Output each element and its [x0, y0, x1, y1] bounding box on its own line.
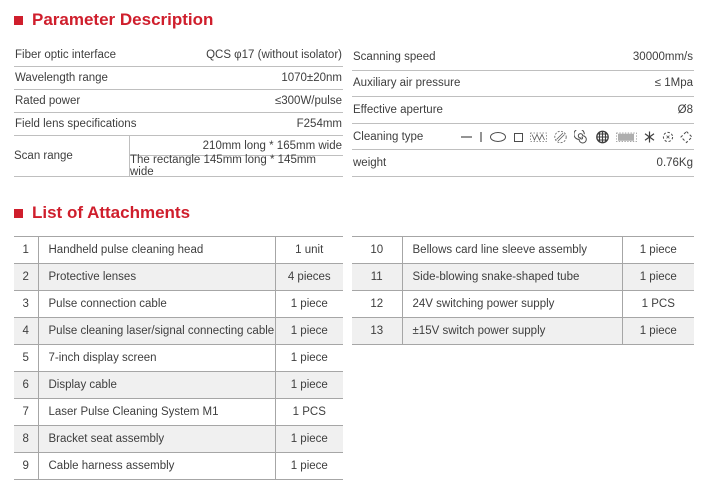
param-value: 1070±20nm: [281, 72, 342, 84]
item-name: Protective lenses: [38, 264, 275, 291]
item-qty: 1 piece: [275, 453, 343, 480]
item-qty: 1 PCS: [622, 291, 694, 318]
parameter-table-right: [352, 44, 694, 177]
param-label: Fiber optic interface: [15, 49, 116, 61]
param-value: QCS φ17 (without isolator): [206, 49, 342, 61]
attachment-row: [14, 399, 343, 426]
item-name: 7-inch display screen: [38, 345, 275, 372]
attachment-row: [352, 237, 694, 264]
row-number: 6: [14, 372, 38, 399]
param-label: Auxiliary air pressure: [353, 77, 461, 90]
param-row: [14, 44, 343, 67]
scan-range-value: 210mm long * 165mm wide: [130, 136, 343, 156]
param-label: Cleaning type: [353, 130, 424, 143]
row-number: 12: [352, 291, 402, 318]
param-value: F254mm: [296, 118, 342, 130]
param-label: Scanning speed: [353, 50, 436, 63]
param-value: ≤300W/pulse: [274, 95, 342, 107]
item-name: Cable harness assembly: [38, 453, 275, 480]
scan-range-row: [14, 136, 343, 177]
item-qty: 1 unit: [275, 237, 343, 264]
param-row: [352, 71, 694, 98]
item-qty: 4 pieces: [275, 264, 343, 291]
item-name: ±15V switch power supply: [402, 318, 622, 345]
attachment-row: [352, 264, 694, 291]
item-name: Bellows card line sleeve assembly: [402, 237, 622, 264]
param-row: [14, 113, 343, 136]
parameter-tables: [14, 44, 694, 177]
attachments-table-left: [14, 236, 343, 480]
attachment-row: [14, 345, 343, 372]
param-row: [14, 90, 343, 113]
item-qty: 1 PCS: [275, 399, 343, 426]
attachment-row: [352, 291, 694, 318]
crosshatch-circle-icon: [595, 130, 610, 144]
square-icon: [513, 130, 524, 144]
asterisk-icon: [643, 130, 656, 144]
param-row: [352, 97, 694, 124]
attachment-row: [352, 318, 694, 345]
param-value: Ø8: [677, 103, 693, 116]
attachment-row: [14, 372, 343, 399]
row-number: 3: [14, 291, 38, 318]
param-value: ≤ 1Mpa: [654, 77, 693, 90]
param-label: Effective aperture: [353, 103, 443, 116]
row-number: 7: [14, 399, 38, 426]
red-square-bullet-icon: [14, 16, 23, 25]
row-number: 9: [14, 453, 38, 480]
param-label: Rated power: [15, 95, 81, 107]
cleaning-pattern-icons: [460, 130, 693, 144]
row-number: 1: [14, 237, 38, 264]
item-qty: 1 piece: [622, 318, 694, 345]
item-qty: 1 piece: [275, 426, 343, 453]
parameters-section-title: [14, 10, 694, 30]
row-number: 2: [14, 264, 38, 291]
item-name: Display cable: [38, 372, 275, 399]
param-label: weight: [353, 157, 387, 170]
param-row: [14, 67, 343, 90]
dash-icon: [460, 130, 473, 144]
item-qty: 1 piece: [622, 264, 694, 291]
attachments-section-title: [14, 203, 694, 223]
row-number: 11: [352, 264, 402, 291]
item-name: Bracket seat assembly: [38, 426, 275, 453]
param-label: Scan range: [14, 136, 130, 176]
param-label: Wavelength range: [15, 72, 108, 84]
item-name: Handheld pulse cleaning head: [38, 237, 275, 264]
item-name: Side-blowing snake-shaped tube: [402, 264, 622, 291]
item-name: Laser Pulse Cleaning System M1: [38, 399, 275, 426]
ellipse-icon: [489, 130, 507, 144]
row-number: 10: [352, 237, 402, 264]
param-label: Field lens specifications: [15, 118, 137, 130]
param-value: 30000mm/s: [632, 50, 693, 63]
cleaning-type-row: [352, 124, 694, 151]
dashed-diamond-icon: [680, 130, 693, 144]
page-title: Parameter Description: [32, 10, 214, 29]
param-row: [352, 44, 694, 71]
attachment-tables: [14, 236, 694, 480]
vertical-line-icon: [479, 130, 483, 144]
item-name: 24V switching power supply: [402, 291, 622, 318]
attachment-row: [14, 426, 343, 453]
parameter-table-left: [14, 44, 343, 177]
attachment-row: [14, 291, 343, 318]
attachment-row: [14, 264, 343, 291]
param-row: [352, 150, 694, 177]
row-number: 8: [14, 426, 38, 453]
scan-range-values: [130, 136, 343, 176]
dotted-circle-icon: [662, 130, 674, 144]
item-qty: 1 piece: [275, 318, 343, 345]
line-fill-rect-icon: [616, 130, 637, 144]
item-name: Pulse connection cable: [38, 291, 275, 318]
row-number: 5: [14, 345, 38, 372]
red-square-bullet-icon: [14, 209, 23, 218]
param-value: 0.76Kg: [656, 157, 693, 170]
row-number: 13: [352, 318, 402, 345]
item-qty: 1 piece: [275, 291, 343, 318]
row-number: 4: [14, 318, 38, 345]
attachment-row: [14, 453, 343, 480]
spiral-icon: [574, 130, 589, 144]
item-name: Pulse cleaning laser/signal connecting cable: [38, 318, 275, 345]
attachment-row: [14, 237, 343, 264]
hatched-circle-icon: [553, 130, 568, 144]
item-qty: 1 piece: [275, 372, 343, 399]
attachments-table-right: [352, 236, 694, 345]
attachment-row: [14, 318, 343, 345]
attachments-title: List of Attachments: [32, 203, 191, 222]
zigzag-box-icon: [530, 130, 547, 144]
item-qty: 1 piece: [275, 345, 343, 372]
scan-range-value: The rectangle 145mm long * 145mm wide: [130, 154, 317, 178]
item-qty: 1 piece: [622, 237, 694, 264]
